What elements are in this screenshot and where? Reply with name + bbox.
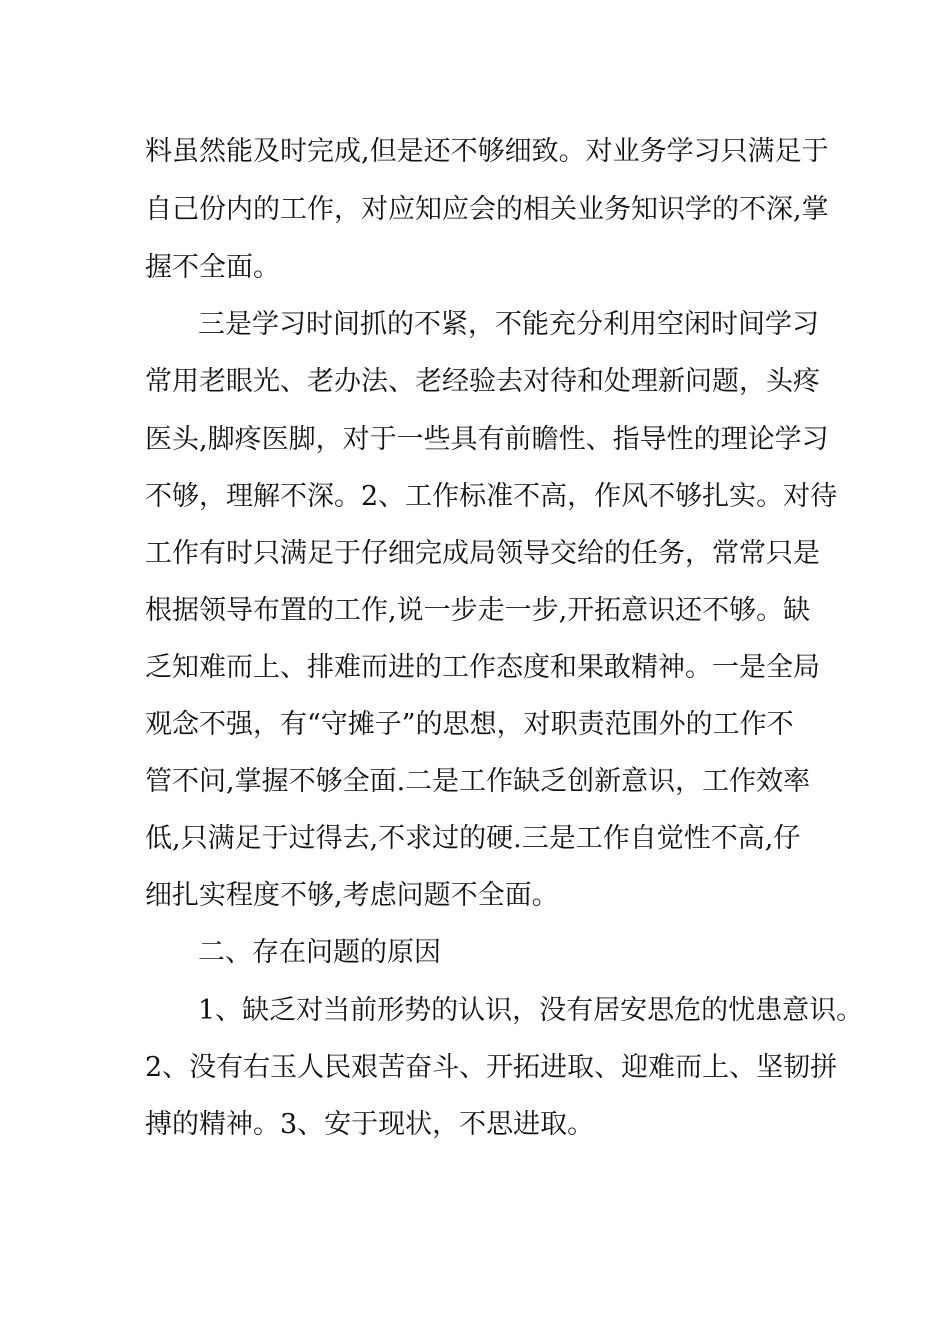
text-line: 2、没有右玉人民艰苦奋斗、开拓进取、迎难而上、坚韧拼 — [145, 1052, 838, 1083]
text-line: 常用老眼光、老办法、老经验去对待和处理新问题，头疼 — [145, 366, 820, 397]
text-line: 观念不强，有“守摊子”的思想，对职责范围外的工作不 — [145, 709, 794, 740]
paragraph-start-line: 三是学习时间抓的不紧，不能充分利用空闲时间学习 — [198, 309, 819, 340]
text-line: 握不全面。 — [145, 252, 280, 283]
text-line: 根据领导布置的工作,说一步走一步,开拓意识还不够。缺 — [145, 595, 811, 626]
text-line: 自己份内的工作，对应知应会的相关业务知识学的不深,掌 — [145, 194, 829, 225]
text-line: 不够，理解不深。2、工作标准不高，作风不够扎实。对待 — [145, 481, 838, 512]
text-line: 细扎实程度不够,考虑问题不全面。 — [145, 880, 559, 911]
text-line: 搏的精神。3、安于现状，不思进取。 — [145, 1109, 595, 1140]
text-line: 工作有时只满足于仔细完成局领导交给的任务，常常只是 — [145, 538, 820, 569]
text-line: 医头,脚疼医脚，对于一些具有前瞻性、指导性的理论学习 — [145, 424, 829, 455]
section-heading: 二、存在问题的原因 — [198, 937, 441, 968]
paragraph-start-line: 1、缺乏对当前形势的认识，没有居安思危的忧患意识。 — [198, 995, 864, 1026]
text-line: 乏知难而上、排难而进的工作态度和果敢精神。一是全局 — [145, 652, 820, 683]
text-line: 管不问,掌握不够全面.二是工作缺乏创新意识，工作效率 — [145, 766, 811, 797]
text-line: 低,只满足于过得去,不求过的硬.三是工作自觉性不高,仔 — [145, 823, 801, 854]
text-line: 料虽然能及时完成,但是还不够细致。对业务学习只满足于 — [145, 136, 829, 167]
